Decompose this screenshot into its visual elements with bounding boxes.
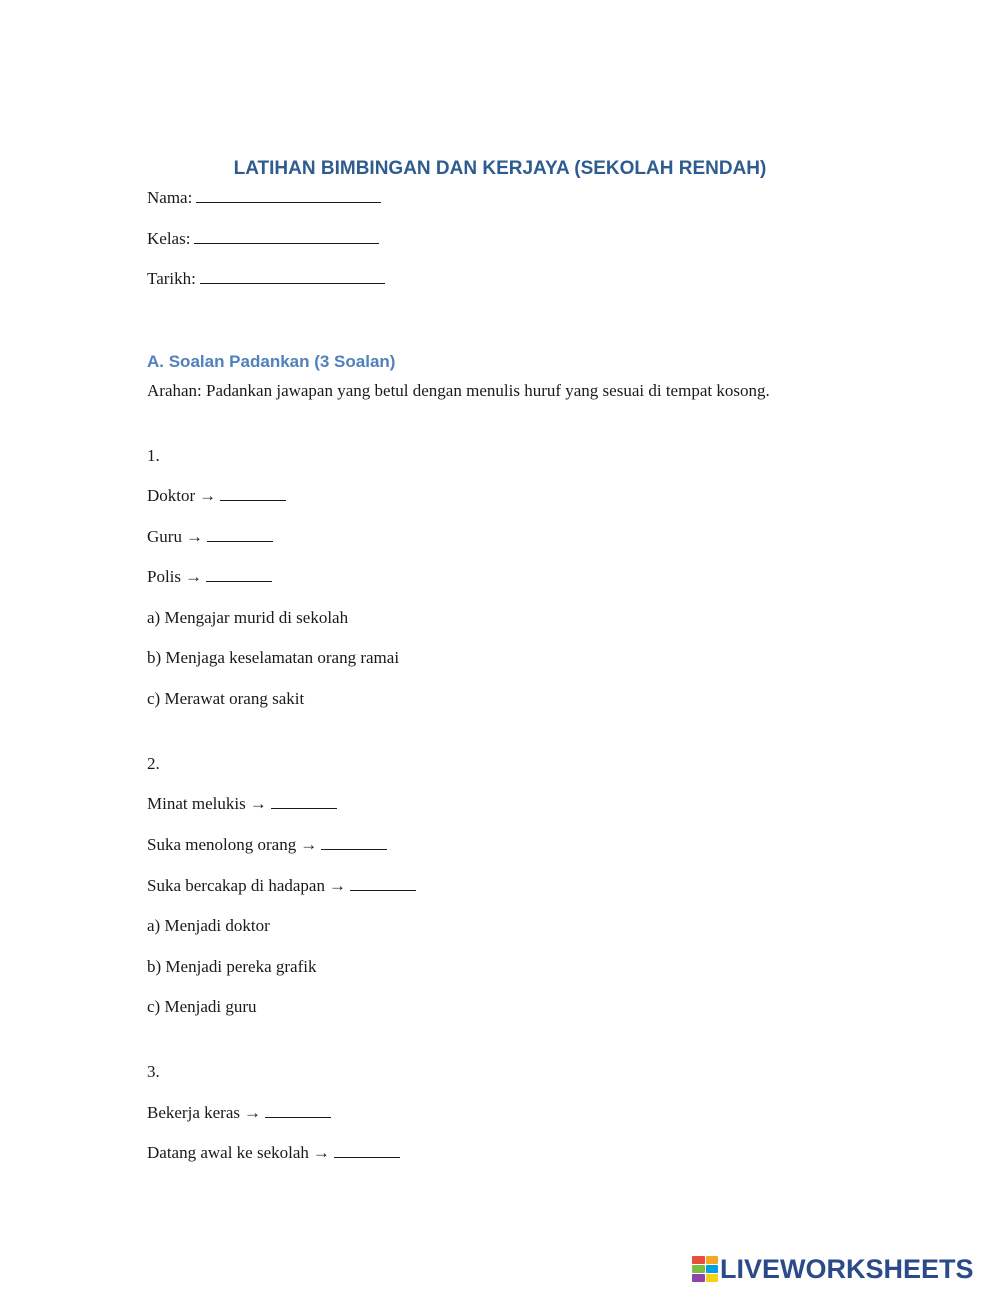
matching-prompt	[147, 835, 387, 855]
name-label: Nama:	[147, 188, 193, 207]
option-item: c) Menjadi guru	[147, 997, 257, 1016]
matching-prompt	[147, 527, 273, 547]
answer-blank[interactable]	[265, 1103, 331, 1118]
liveworksheets-logo[interactable]	[692, 1255, 974, 1283]
page-title: LATIHAN BIMBINGAN DAN KERJAYA (SEKOLAH RENDAH)	[233, 158, 767, 179]
date-input[interactable]	[200, 269, 385, 284]
name-field	[147, 188, 381, 208]
answer-blank[interactable]	[321, 835, 387, 850]
arrow-icon: →	[249, 794, 267, 813]
instruction: Arahan: Padankan jawapan yang betul dengan menulis huruf yang sesuai di tempat kosong.	[147, 381, 770, 400]
answer-blank[interactable]	[220, 486, 286, 501]
arrow-icon: →	[328, 876, 346, 895]
prompt-text: Suka menolong orang	[147, 835, 297, 854]
matching-prompt	[147, 567, 272, 587]
matching-prompt	[147, 486, 286, 506]
answer-blank[interactable]	[207, 527, 273, 542]
matching-prompt	[147, 1143, 400, 1163]
matching-prompt	[147, 794, 337, 814]
option-item: a) Mengajar murid di sekolah	[147, 608, 349, 627]
answer-blank[interactable]	[334, 1143, 400, 1158]
option-item: b) Menjaga keselamatan orang ramai	[147, 648, 400, 667]
answer-blank[interactable]	[350, 876, 416, 891]
question-number: 2.	[147, 754, 160, 773]
option-item: a) Menjadi doktor	[147, 916, 270, 935]
logo-block	[692, 1265, 705, 1273]
prompt-text: Doktor	[147, 486, 196, 505]
arrow-icon: →	[199, 486, 217, 505]
arrow-icon: →	[312, 1143, 330, 1162]
question-number: 3.	[147, 1062, 160, 1081]
prompt-text: Polis	[147, 567, 182, 586]
arrow-icon: →	[185, 567, 203, 586]
class-label: Kelas:	[147, 229, 191, 248]
name-input[interactable]	[196, 188, 381, 203]
section-heading: A. Soalan Padankan (3 Soalan)	[147, 352, 396, 371]
logo-block	[692, 1256, 705, 1264]
option-item: b) Menjadi pereka grafik	[147, 957, 317, 976]
matching-prompt	[147, 1103, 331, 1123]
option-item: c) Merawat orang sakit	[147, 689, 305, 708]
arrow-icon: →	[300, 835, 318, 854]
logo-block	[692, 1274, 705, 1282]
prompt-text: Bekerja keras	[147, 1103, 240, 1122]
prompt-text: Minat melukis	[147, 794, 246, 813]
answer-blank[interactable]	[271, 794, 337, 809]
logo-text: LIVEWORKSHEETS	[720, 1253, 974, 1284]
answer-blank[interactable]	[206, 567, 272, 582]
question-number: 1.	[147, 446, 160, 465]
prompt-text: Guru	[147, 527, 182, 546]
date-label: Tarikh:	[147, 269, 196, 288]
prompt-text: Suka bercakap di hadapan	[147, 876, 325, 895]
date-field	[147, 269, 385, 289]
class-field	[147, 229, 379, 249]
matching-prompt	[147, 876, 416, 896]
logo-block	[706, 1265, 719, 1273]
logo-mark-icon	[692, 1256, 718, 1282]
arrow-icon: →	[243, 1103, 261, 1122]
arrow-icon: →	[185, 527, 203, 546]
prompt-text: Datang awal ke sekolah	[147, 1143, 309, 1162]
class-input[interactable]	[194, 229, 379, 244]
logo-block	[706, 1256, 719, 1264]
logo-block	[706, 1274, 719, 1282]
